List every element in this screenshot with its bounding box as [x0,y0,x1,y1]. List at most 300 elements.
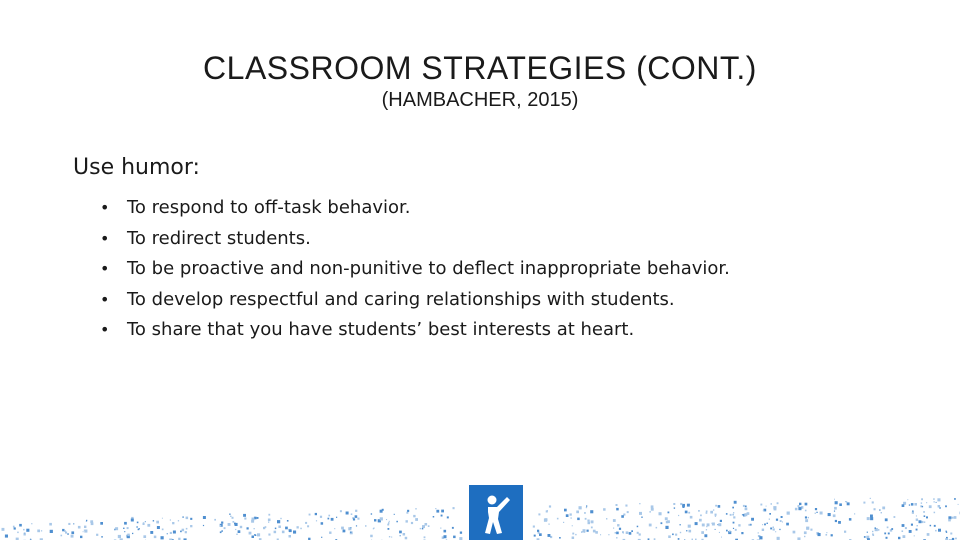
pattern-speck [73,523,74,524]
pattern-speck [220,531,222,533]
pattern-speck [388,522,390,524]
pattern-speck [659,512,662,515]
pattern-speck [759,536,762,539]
bullet-dot: • [100,228,110,248]
pattern-speck [572,537,575,540]
pattern-speck [5,535,8,538]
pattern-speck [952,517,954,519]
pattern-speck [172,522,174,524]
pattern-speck [721,537,722,538]
pattern-speck [758,532,759,533]
pattern-speck [84,526,86,528]
pattern-speck [447,516,449,518]
pattern-speck [255,535,256,536]
pattern-speck [331,518,334,521]
bullet-item [100,315,730,346]
bullet-text: To respond to off-task behavior. [127,197,411,218]
pattern-speck [257,533,260,536]
pattern-speck [415,508,416,509]
pattern-speck [590,510,593,513]
pattern-speck [370,535,373,538]
pattern-speck [157,526,160,529]
pattern-speck [591,520,594,523]
pattern-speck [389,536,390,537]
pattern-speck [300,528,302,530]
pattern-speck [353,518,355,520]
pattern-speck [143,535,146,538]
pattern-speck [793,531,796,534]
pattern-speck [704,534,707,537]
pattern-speck [173,531,176,534]
pattern-speck [115,527,118,530]
pattern-speck [388,528,390,530]
pattern-speck [707,523,710,526]
pattern-speck [771,503,773,505]
pattern-speck [415,518,418,521]
pattern-speck [49,523,52,526]
pattern-speck [71,531,74,534]
pattern-speck [83,531,84,532]
pattern-speck [815,508,817,510]
pattern-speck [156,521,159,524]
pattern-speck [167,533,168,534]
pattern-speck [616,537,617,538]
pattern-speck [680,532,681,533]
pattern-speck [441,515,443,517]
pattern-speck [914,535,915,536]
pattern-speck [639,533,641,535]
pattern-speck [833,514,836,517]
pattern-speck [767,523,768,524]
bullet-list [100,193,730,346]
pattern-speck [340,510,342,512]
bullet-text: To redirect students. [127,227,311,249]
pattern-speck [230,516,231,517]
bullet-item [100,285,730,316]
pattern-speck [238,530,241,533]
pattern-speck [886,537,888,539]
pattern-speck [545,518,547,520]
heading-bold-text: Use humor [73,155,193,180]
pattern-speck [706,511,708,513]
pattern-speck [162,529,164,531]
slide-subtitle: (HAMBACHER, 2015) [381,89,579,111]
pattern-speck [577,518,580,521]
pattern-speck [444,535,447,538]
pattern-speck [685,511,688,514]
raised-arm-person-icon [469,485,523,540]
pattern-speck [96,534,98,536]
pattern-speck [399,531,402,534]
pattern-speck [380,517,383,520]
pattern-speck [816,512,817,513]
pattern-speck [150,531,153,534]
pattern-speck [13,526,15,528]
bullet-item [100,193,730,224]
pattern-speck [637,532,639,534]
pattern-speck [428,525,430,527]
pattern-speck [715,505,717,507]
pattern-speck [810,529,812,531]
pattern-speck [799,503,801,505]
pattern-speck [350,527,351,528]
pattern-speck [365,525,367,527]
pattern-speck [252,518,255,521]
pattern-speck [232,517,234,519]
pattern-speck [436,510,439,513]
pattern-speck [787,512,790,515]
pattern-speck [257,517,259,519]
pattern-speck [23,529,25,531]
pattern-speck [341,527,344,530]
pattern-speck [396,521,398,523]
pattern-speck [874,508,876,510]
pattern-speck [730,514,732,516]
pattern-speck [619,528,621,530]
pattern-speck [820,512,823,515]
pattern-speck [453,507,455,509]
pattern-speck [585,518,587,520]
pattern-speck [548,524,549,525]
pattern-speck [909,530,912,533]
pattern-speck [782,521,783,522]
bullet-item [100,224,730,255]
pattern-speck [718,505,721,508]
pattern-speck [924,515,926,517]
pattern-speck [233,521,235,523]
pattern-speck [921,498,923,500]
pattern-speck [769,513,771,515]
pattern-speck [665,517,668,520]
pattern-speck [180,531,182,533]
pattern-speck [894,516,896,518]
pattern-speck [688,525,691,528]
pattern-speck [680,524,681,525]
section-heading [73,155,200,180]
bullet-dot: • [100,259,110,278]
pattern-speck [249,532,252,535]
pattern-speck [774,508,777,511]
pattern-speck [411,522,413,524]
pattern-speck [182,516,183,517]
pattern-speck [733,522,735,524]
pattern-speck [203,525,204,526]
pattern-speck [926,502,927,503]
pattern-speck [572,525,573,526]
pattern-speck [557,518,559,520]
pattern-speck [328,518,330,520]
bullet-dot: • [100,289,110,309]
pattern-speck [651,505,654,508]
pattern-speck [625,505,627,507]
pattern-speck [570,513,572,515]
pattern-speck [698,510,700,512]
pattern-speck [898,537,900,539]
pattern-speck [909,504,910,505]
pattern-speck [309,514,311,516]
pattern-speck [674,507,675,508]
pattern-speck [143,523,145,525]
pattern-speck [566,514,569,517]
pattern-speck [559,537,561,539]
pattern-speck [933,499,934,500]
pattern-speck [911,503,914,506]
pattern-speck [608,534,609,535]
pattern-speck [203,516,206,519]
pattern-speck [948,519,951,522]
pattern-speck [243,514,246,517]
pattern-speck [917,525,918,526]
pattern-speck [613,528,614,529]
pattern-speck [661,522,663,524]
pattern-speck [124,531,125,532]
bullet-dot: • [100,198,110,217]
pattern-speck [950,533,952,535]
pattern-speck [656,527,658,529]
pattern-speck [762,524,763,525]
pattern-speck [336,517,337,518]
pattern-speck [329,532,331,534]
pattern-speck [621,515,624,518]
pattern-speck [380,510,383,513]
pattern-speck [584,512,586,514]
pattern-speck [235,529,236,530]
pattern-speck [127,534,130,537]
pattern-speck [576,511,579,514]
pattern-speck [321,522,324,525]
pattern-speck [706,512,708,514]
pattern-speck [867,517,870,520]
pattern-speck [745,506,747,508]
pattern-speck [779,529,780,530]
pattern-speck [591,527,593,529]
pattern-speck [786,523,789,526]
pattern-speck [293,531,296,534]
pattern-speck [818,533,821,536]
pattern-speck [686,530,687,531]
pattern-speck [78,526,81,529]
pattern-speck [136,526,137,527]
pattern-speck [872,534,874,536]
pattern-speck [864,536,866,538]
pattern-speck [923,511,925,513]
pattern-speck [689,530,692,533]
pattern-speck [921,502,922,503]
pattern-speck [775,531,776,532]
pattern-speck [275,528,277,530]
pattern-speck [616,532,619,535]
pattern-speck [911,524,913,526]
pattern-speck [805,510,807,512]
pattern-speck [743,505,745,507]
bullet-item [100,254,730,285]
pattern-speck [170,519,171,520]
pattern-speck [720,520,722,522]
pattern-speck [826,534,828,536]
pattern-speck [887,527,889,529]
pattern-speck [350,532,351,533]
pattern-speck [695,522,698,525]
pattern-speck [71,535,74,538]
pattern-speck [666,521,668,523]
pattern-speck [170,532,172,534]
pattern-speck [65,532,67,534]
pattern-speck [741,532,743,534]
pattern-speck [305,522,307,524]
pattern-speck [715,529,716,530]
pattern-speck [795,508,798,511]
pattern-speck [190,518,192,520]
pattern-speck [872,501,874,503]
pattern-speck [738,524,740,526]
pattern-speck [938,529,941,532]
pattern-speck [154,536,157,539]
pattern-speck [804,531,807,534]
pattern-speck [700,515,702,517]
pattern-speck [649,511,651,512]
pattern-speck [131,519,134,522]
pattern-speck [153,520,154,521]
pattern-speck [702,524,705,527]
pattern-speck [254,528,255,529]
pattern-speck [770,528,772,530]
pattern-speck [101,536,103,538]
pattern-speck [806,527,809,530]
pattern-speck [764,524,766,526]
pattern-speck [221,522,223,524]
pattern-speck [406,512,408,514]
pattern-speck [265,526,267,528]
pattern-speck [539,533,542,536]
pattern-speck [346,512,349,515]
pattern-speck [400,535,401,536]
pattern-speck [651,508,654,511]
pattern-speck [534,535,536,537]
pattern-speck [389,521,390,522]
pattern-speck [733,528,734,529]
pattern-speck [882,507,885,510]
pattern-speck [407,510,409,512]
pattern-speck [718,523,721,526]
pattern-speck [406,520,408,522]
pattern-speck [80,536,82,538]
pattern-speck [680,503,682,505]
pattern-speck [41,530,42,531]
pattern-speck [587,530,589,532]
pattern-speck [710,511,713,514]
pattern-speck [606,518,607,519]
pattern-speck [668,512,670,514]
pattern-speck [371,513,372,514]
pattern-speck [2,528,5,531]
heading-colon: : [192,155,200,180]
pattern-speck [627,511,629,513]
pattern-speck [425,523,428,526]
pattern-speck [247,527,249,529]
pattern-speck [626,531,629,534]
pattern-speck [777,502,779,504]
pattern-speck [773,528,775,530]
pattern-speck [50,530,53,533]
pattern-speck [834,507,837,510]
pattern-speck [235,523,238,526]
pattern-speck [688,512,690,514]
pattern-speck [733,512,734,513]
pattern-speck [441,510,444,513]
pattern-speck [924,521,926,523]
pattern-speck [902,504,905,507]
pattern-speck [67,533,69,535]
pattern-speck [748,524,750,526]
pattern-speck [878,529,880,531]
pattern-speck [845,501,846,502]
pattern-speck [673,503,675,505]
pattern-speck [701,531,704,534]
pattern-speck [780,520,782,522]
pattern-speck [127,527,129,529]
pattern-speck [538,513,540,515]
pattern-speck [593,530,596,533]
pattern-speck [726,530,728,532]
pattern-speck [715,514,717,516]
pattern-speck [875,527,877,529]
pattern-speck [391,537,392,538]
pattern-speck [706,529,707,530]
pattern-speck [798,507,801,510]
pattern-speck [586,505,587,506]
pattern-speck [315,513,317,515]
pattern-speck [321,537,322,538]
pattern-speck [847,502,850,505]
pattern-speck [805,519,808,522]
pattern-speck [617,524,619,526]
pattern-speck [240,526,242,528]
pattern-speck [902,530,904,532]
pattern-speck [139,528,140,529]
pattern-speck [185,531,187,533]
pattern-speck [355,510,357,512]
pattern-speck [19,524,22,527]
pattern-speck [460,532,462,534]
pattern-speck [422,528,424,530]
pattern-speck [907,499,908,500]
pattern-speck [742,514,743,515]
pattern-speck [826,532,827,533]
pattern-speck [781,516,783,518]
pattern-speck [675,534,677,536]
bullet-dot: • [100,320,110,339]
pattern-speck [762,529,764,531]
pattern-speck [603,508,606,511]
pattern-speck [17,532,19,534]
pattern-speck [100,522,103,525]
pattern-speck [735,529,737,531]
pattern-speck [583,529,586,532]
pattern-speck [186,517,189,520]
pattern-speck [280,518,281,519]
pattern-speck [433,516,435,518]
pattern-speck [838,521,841,524]
pattern-speck [808,517,809,518]
pattern-speck [328,515,330,517]
pattern-speck [595,531,598,534]
pattern-speck [575,534,576,535]
pattern-speck [444,530,447,533]
pattern-speck [564,509,567,512]
pattern-speck [839,503,842,506]
pattern-speck [919,520,922,523]
pattern-speck [285,527,288,530]
